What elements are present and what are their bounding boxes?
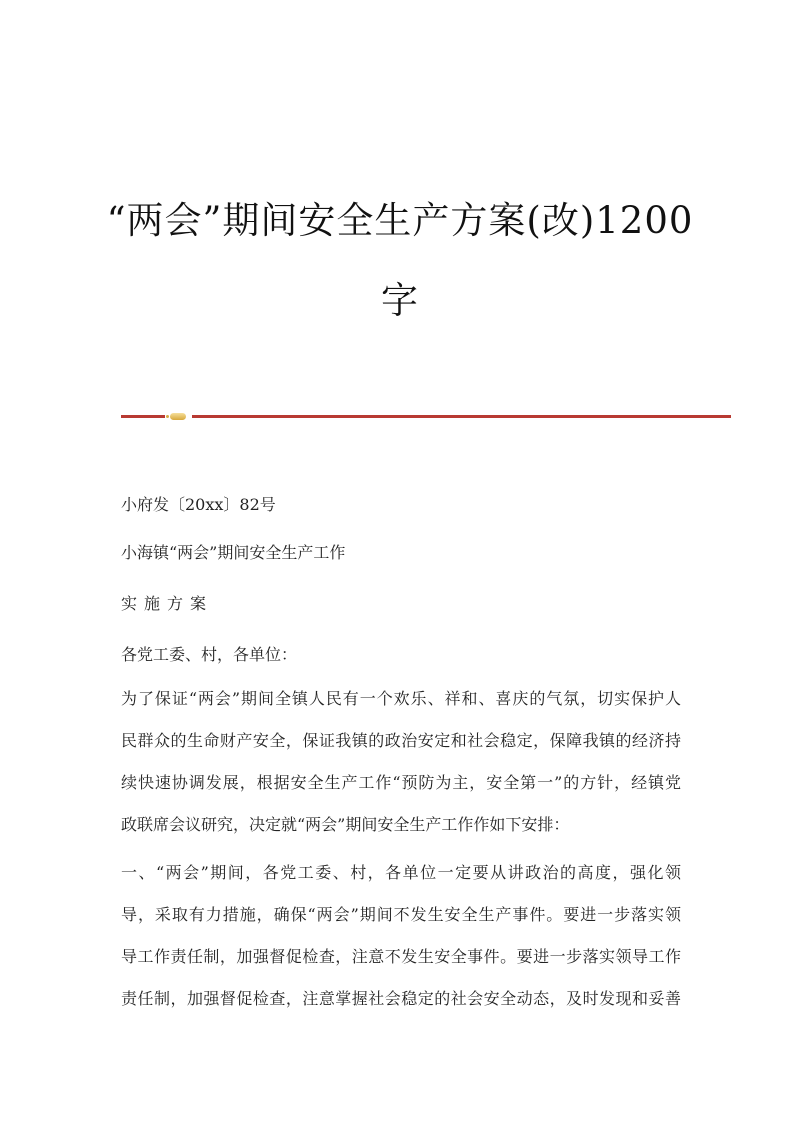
subtitle-line2: 实施方案 xyxy=(121,594,214,613)
divider-ornament-icon xyxy=(170,413,186,420)
paragraph-section-one-line: 一、“两会”期间，各党工委、村，各单位一定要从讲政治的高度，强化领 xyxy=(121,863,681,882)
divider-bar-left xyxy=(121,415,165,418)
paragraph-intro-line: 政联席会议研究，决定就“两会”期间安全生产工作作如下安排： xyxy=(121,815,570,834)
paragraph-section-one-line: 导，采取有力措施，确保“两会”期间不发生安全生产事件。要进一步落实领 xyxy=(121,905,681,924)
document-number: 小府发〔20xx〕82号 xyxy=(121,495,276,514)
paragraph-section-one-line: 导工作责任制，加强督促检查，注意不发生安全事件。要进一步落实领导工作 xyxy=(121,947,681,966)
paragraph-intro-line: 续快速协调发展，根据安全生产工作“预防为主，安全第一”的方针，经镇党 xyxy=(121,773,681,792)
subtitle-line1: 小海镇“两会”期间安全生产工作 xyxy=(121,543,346,562)
paragraph-intro xyxy=(121,678,681,846)
divider-bar-right xyxy=(192,415,731,418)
paragraph-intro-line: 为了保证“两会”期间全镇人民有一个欢乐、祥和、喜庆的气氛，切实保护人 xyxy=(121,689,681,708)
document-title-line1: “两会”期间安全生产方案(改)1200 xyxy=(106,199,694,242)
title-divider xyxy=(121,415,731,419)
paragraph-intro-line: 民群众的生命财产安全，保证我镇的政治安定和社会稳定，保障我镇的经济持 xyxy=(121,731,681,750)
paragraph-section-one xyxy=(121,852,681,1020)
greeting: 各党工委、村，各单位： xyxy=(121,645,298,664)
document-title-line2: 字 xyxy=(381,279,419,322)
paragraph-section-one-line: 责任制，加强督促检查，注意掌握社会稳定的社会安全动态，及时发现和妥善 xyxy=(121,989,681,1008)
